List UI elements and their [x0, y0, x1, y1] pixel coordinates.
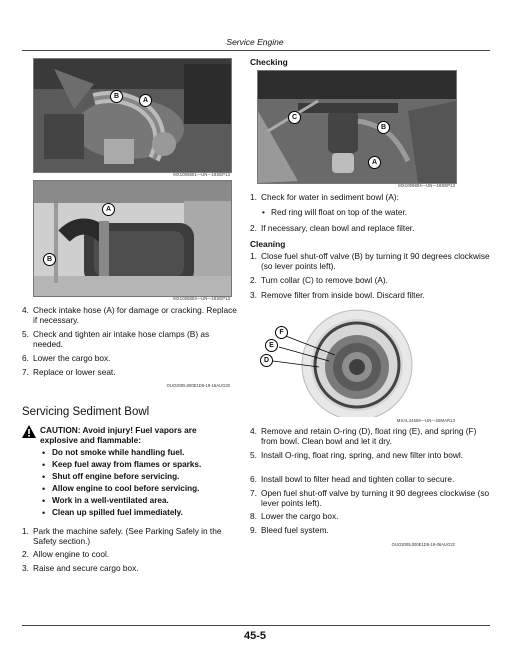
step-number: 8.: [250, 511, 257, 521]
step-number: 2.: [22, 549, 29, 559]
step-text: Check and tighten air intake hose clamps (B) as needed.: [33, 329, 210, 349]
step-text: Remove filter from inside bowl. Discard filter.: [261, 290, 425, 300]
page-header-title: Service Engine: [226, 37, 284, 47]
step-text: Close fuel shut-off valve (B) by turning it 90 degrees clockwise (so lever points left).: [261, 251, 490, 271]
step-item: [250, 525, 490, 535]
step-number: 2.: [250, 223, 257, 233]
photo4-caption: MXAL44559—UN—28MAR13: [396, 418, 455, 423]
photo3-caption: MX1006804—UN—18SEP13: [398, 183, 455, 188]
step-item: [22, 305, 237, 325]
step-item: [22, 329, 237, 349]
callout-f: F: [275, 326, 288, 339]
step-item: [250, 488, 490, 508]
step-text: Replace or lower seat.: [33, 367, 116, 377]
checking-bullet: [262, 207, 490, 217]
checking-heading: Checking: [250, 57, 288, 67]
step-text: Remove and retain O-ring (D), float ring (E), and spring (F) from bowl. Clean bowl and let it dry.: [261, 426, 477, 446]
callout-a: A: [368, 156, 381, 169]
warning-icon: [22, 425, 36, 438]
step-number: 9.: [250, 525, 257, 535]
reference-code: OUO2005,000E1D5-19-16AUG20: [166, 383, 230, 388]
callout-b: B: [110, 90, 123, 103]
step-number: 1.: [250, 251, 257, 261]
step-item: [22, 367, 237, 377]
step-text: Lower the cargo box.: [261, 511, 339, 521]
step-text: Install O-ring, float ring, spring, and new filter into bowl.: [261, 450, 463, 460]
step-number: 5.: [250, 450, 257, 460]
reference-code: OUO2005,000E1D8-19-06AUG22: [391, 542, 455, 547]
caution-text: CAUTION: Avoid injury! Fuel vapors are explosive and flammable:: [40, 425, 197, 445]
section-title: Servicing Sediment Bowl: [22, 406, 150, 418]
step-text: Lower the cargo box.: [33, 353, 111, 363]
air-intake-photo: [33, 180, 232, 297]
caution-bullet: • Allow engine to cool before servicing.: [42, 484, 200, 494]
footer-rule: [22, 625, 490, 626]
bullet-text: Allow engine to cool before servicing.: [52, 484, 200, 493]
step-item: [250, 474, 490, 484]
step-number: 5.: [22, 329, 29, 339]
step-item: [250, 511, 490, 521]
step-item: [250, 290, 490, 300]
engine-hose-photo: [33, 58, 232, 173]
bullet-text: Red ring will float on top of the water.: [271, 207, 408, 217]
bullet-dot: •: [262, 207, 265, 217]
step-number: 7.: [22, 367, 29, 377]
step-number: 7.: [250, 488, 257, 498]
caution-bullet: • Do not smoke while handling fuel.: [42, 448, 185, 458]
step-item: [250, 275, 490, 285]
step-number: 4.: [250, 426, 257, 436]
photo2-caption: MX1006803—UN—18SEP13: [173, 296, 230, 301]
step-item: [250, 450, 490, 460]
step-text: Open fuel shut-off valve by turning it 90 degrees clockwise (so lever points left).: [261, 488, 490, 508]
step-item: [250, 192, 490, 202]
step-text: Turn collar (C) to remove bowl (A).: [261, 275, 388, 285]
step-text: Park the machine safely. (See Parking Safely in the Safety section.): [33, 526, 222, 546]
step-text: If necessary, clean bowl and replace filter.: [261, 223, 415, 233]
step-number: 1.: [250, 192, 257, 202]
callout-d: D: [260, 354, 273, 367]
step-item: [250, 223, 490, 233]
bullet-text: Work in a well-ventilated area.: [52, 496, 169, 505]
step-number: 6.: [22, 353, 29, 363]
step-number: 3.: [250, 290, 257, 300]
step-text: Bleed fuel system.: [261, 525, 329, 535]
step-item: [22, 563, 237, 573]
step-number: 4.: [22, 305, 29, 315]
sediment-bowl-photo: [257, 70, 457, 184]
callout-b: B: [43, 253, 56, 266]
step-number: 6.: [250, 474, 257, 484]
step-number: 1.: [22, 526, 29, 536]
callout-a: A: [139, 94, 152, 107]
caution-bullet: • Shut off engine before servicing.: [42, 472, 180, 482]
page-number: 45-5: [243, 630, 267, 642]
photo1-caption: MX1006801—UN—18SEP13: [173, 172, 230, 177]
caution-bullet: • Clean up spilled fuel immediately.: [42, 508, 183, 518]
step-text: Install bowl to filter head and tighten collar to secure.: [261, 474, 455, 484]
cleaning-heading: Cleaning: [250, 239, 286, 249]
step-text: Check intake hose (A) for damage or cracking. Replace if necessary.: [33, 305, 237, 325]
caution-bullet: • Keep fuel away from flames or sparks.: [42, 460, 202, 470]
bullet-text: Shut off engine before servicing.: [52, 472, 180, 481]
step-item: [250, 426, 490, 446]
bullet-text: Clean up spilled fuel immediately.: [52, 508, 183, 517]
caution-bullet: • Work in a well-ventilated area.: [42, 496, 169, 506]
step-number: 2.: [250, 275, 257, 285]
step-item: [22, 526, 237, 546]
step-item: [250, 251, 490, 271]
step-text: Check for water in sediment bowl (A):: [261, 192, 399, 202]
step-item: [22, 353, 237, 363]
bullet-text: Keep fuel away from flames or sparks.: [52, 460, 202, 469]
callout-b: B: [377, 121, 390, 134]
bowl-parts-photo: [257, 305, 455, 417]
header-rule: [22, 50, 490, 51]
step-item: [22, 549, 237, 559]
callout-c: C: [288, 111, 301, 124]
step-text: Raise and secure cargo box.: [33, 563, 139, 573]
callout-e: E: [265, 339, 278, 352]
callout-a: A: [102, 203, 115, 216]
bullet-text: Do not smoke while handling fuel.: [52, 448, 185, 457]
step-number: 3.: [22, 563, 29, 573]
step-text: Allow engine to cool.: [33, 549, 110, 559]
